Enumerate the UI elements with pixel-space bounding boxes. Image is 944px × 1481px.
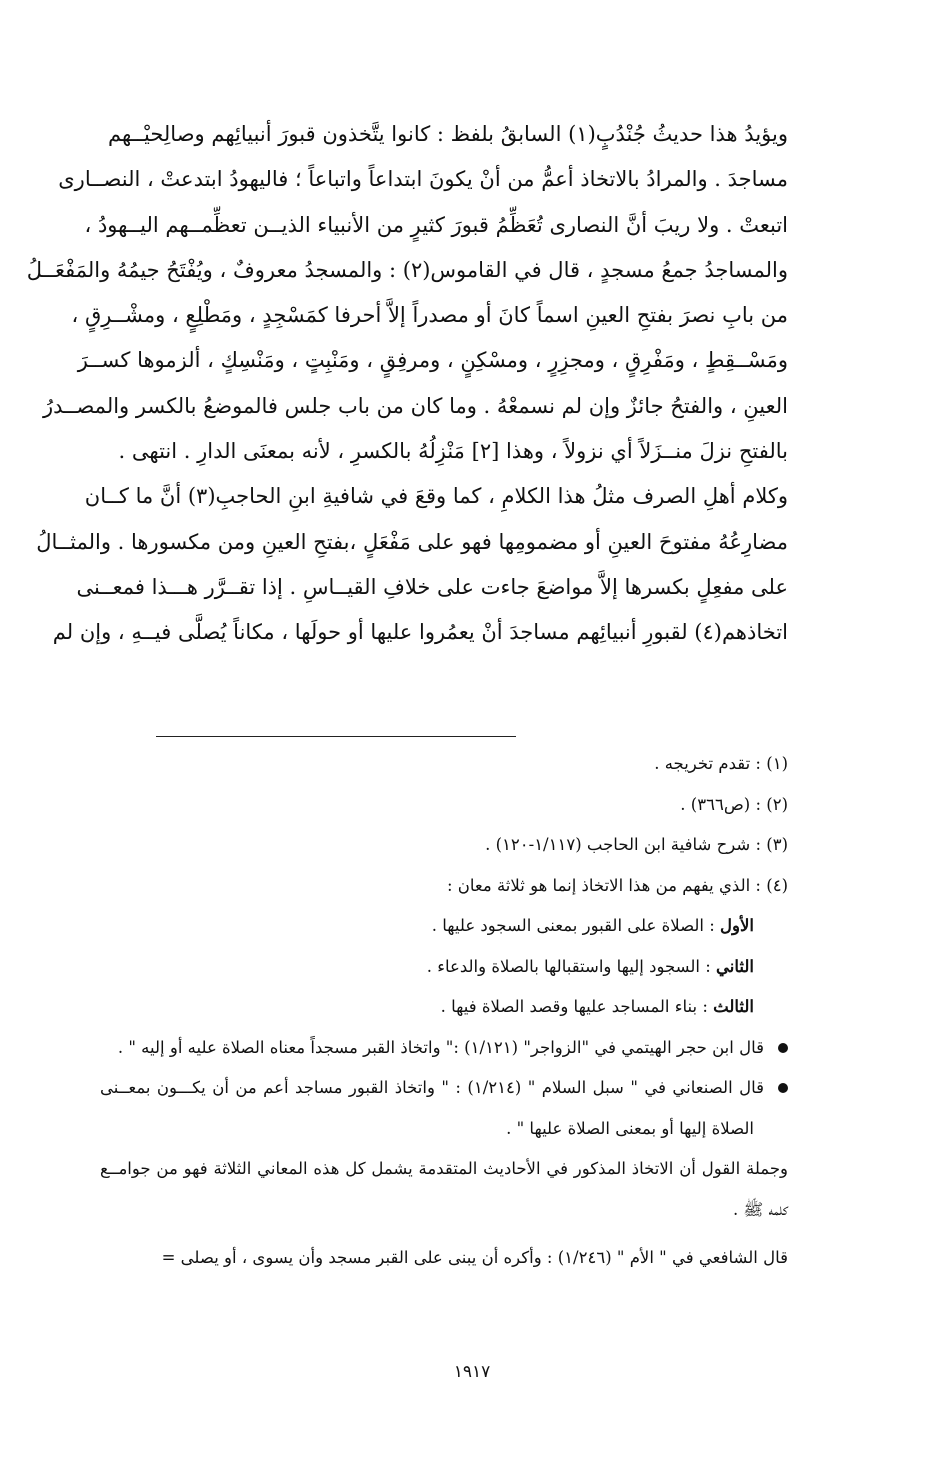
bullet-icon <box>778 1043 788 1053</box>
bullet-item-2-continuation: الصلاة إليها أو بمعنى الصلاة عليها " . <box>506 1118 754 1138</box>
meaning-second-text: : السجود إليها واستقبالها بالصلاة والدعاء . <box>426 956 717 976</box>
bullet-item-1-text: قال ابن حجر الهيتمي في "الزواجر" (١/١٢١) :" واتخاذ القبر مسجداً معناه الصلاة عليه أو إليه " . <box>117 1037 764 1057</box>
shafii-quote: قال الشافعي في " الأم " (١/٢٤٦) : وأكره أن يبنى على القبر مسجد وأن يسوى ، أو يصلى = <box>161 1248 788 1267</box>
bullet-item-1 <box>100 1028 788 1069</box>
meaning-second <box>100 947 788 988</box>
body-line-2: مساجدَ . والمرادُ بالاتخاذ أعمُّ من أنْ يكونَ ابتداعاً واتباعاً ؛ فاليهودُ ابتدعتْ ، النصــارى <box>58 167 788 192</box>
summary-line-2: كلمه ﷺ . <box>732 1199 788 1219</box>
bullet-item-2-text: قال الصنعاني في " سبل السلام " (١/٢١٤) : " واتخاذ القبور مساجد أعم من أن يكـــون بمعــنى <box>100 1078 764 1097</box>
body-line-5: من بابِ نصرَ بفتحِ العينِ اسماً كانَ أو مصدراً إلاَّ أحرفا كمَسْجِدٍ ، ومَطْلِعٍ ، ومشْــرِقٍ ، <box>71 303 788 328</box>
body-line-11: على مفعِلٍ بكسرها إلاَّ مواضعَ جاءت على خلافِ القيــاسِ . إذا تقــرَّر هـــذا فمعــنى <box>76 574 788 599</box>
main-text <box>26 112 788 656</box>
summary-line-1: وجملة القول أن الاتخاذ المذكور في الأحاديث المتقدمة يشمل كل هذه المعاني الثلاثة فهو من جوامــع <box>100 1159 788 1178</box>
bullet-item-2 <box>100 1068 788 1109</box>
meaning-third-text: : بناء المساجد عليها وقصد الصلاة فيها . <box>440 997 714 1016</box>
body-line-9: وكلام أهلِ الصرف مثلُ هذا الكلامِ ، كما وقعَ في شافيةِ ابنِ الحاجبِ(٣) أنَّ ما كــان <box>84 484 788 509</box>
body-line-3: اتبعتْ . ولا ريبَ أنَّ النصارى تُعَظِّمُ قبورَ كثيرٍ من الأنبياء الذيــن تعظِّمــهم اليــهودُ ، <box>84 212 788 237</box>
body-line-6: ومَسْــقِطٍ ، ومَفْرِقٍ ، ومجزِرٍ ، ومسْكِنٍ ، ومرفِقٍ ، ومَنْبِتٍ ، ومَنْسِكٍ ، ألزموها كســرَ <box>77 348 788 373</box>
meaning-first-text: : الصلاة على القبور بمعنى السجود عليها . <box>431 916 721 935</box>
footnote-3: (٣) : شرح شافية ابن الحاجب (١/١١٧-١٢٠) . <box>485 835 788 854</box>
meaning-second-lead: الثاني <box>716 956 754 976</box>
body-line-1: ويؤيدُ هذا حديثُ جُنْدُبٍ(١) السابقُ بلفظ : كانوا يتَّخذون قبورَ أنبيائِهم وصالِحيْــهم <box>108 122 788 146</box>
footnote-1: (١) : تقدم تخريجه . <box>654 754 788 773</box>
footnotes <box>100 744 788 1279</box>
footnote-4-intro: (٤) : الذي يفهم من هذا الاتخاذ إنما هو ثلاثة معان : <box>446 875 788 895</box>
page-number: ١٩١٧ <box>453 1362 491 1382</box>
bullet-icon <box>778 1083 788 1093</box>
body-line-12: اتخاذهم(٤) لقبورِ أنبيائِهم مساجدَ أنْ يعمُروا عليها أو حولَها ، مكاناً يُصلَّى فيــهِ ، وإن لم <box>52 620 788 645</box>
meaning-first <box>100 906 788 947</box>
body-line-8: بالفتحِ نزلَ منــزَلاً أي نزولاً ، وهذا [٢] مَنْزِلُهُ بالكسرِ ، لأنه بمعنَى الدارِ . انتهى . <box>118 439 788 464</box>
meaning-third-lead: الثالث <box>713 997 754 1016</box>
meaning-first-lead: الأول <box>720 916 754 935</box>
footnote-divider <box>156 736 516 737</box>
body-line-10: مضارِعُهُ مفتوحَ العينِ أو مضمومِها فهو على مَفْعَلٍ ،بفتحِ العينِ ومن مكسورها . والمثــالُ <box>36 529 788 554</box>
meaning-third <box>100 987 788 1028</box>
body-line-4: والمساجدُ جمعُ مسجدٍ ، قال في القاموس(٢) : والمسجدُ معروفٌ ، ويُفْتَحُ جيمُهُ والمَفْعَــلُ <box>26 257 788 282</box>
spacer <box>100 1230 788 1238</box>
body-line-7: العينِ ، والفتحُ جائزٌ وإن لم نسمعْهُ . وما كان من باب جلس فالموضعُ بالكسر والمصــدرُ <box>43 393 788 418</box>
footnote-2: (٢) : (ص٣٦٦) . <box>680 794 788 814</box>
